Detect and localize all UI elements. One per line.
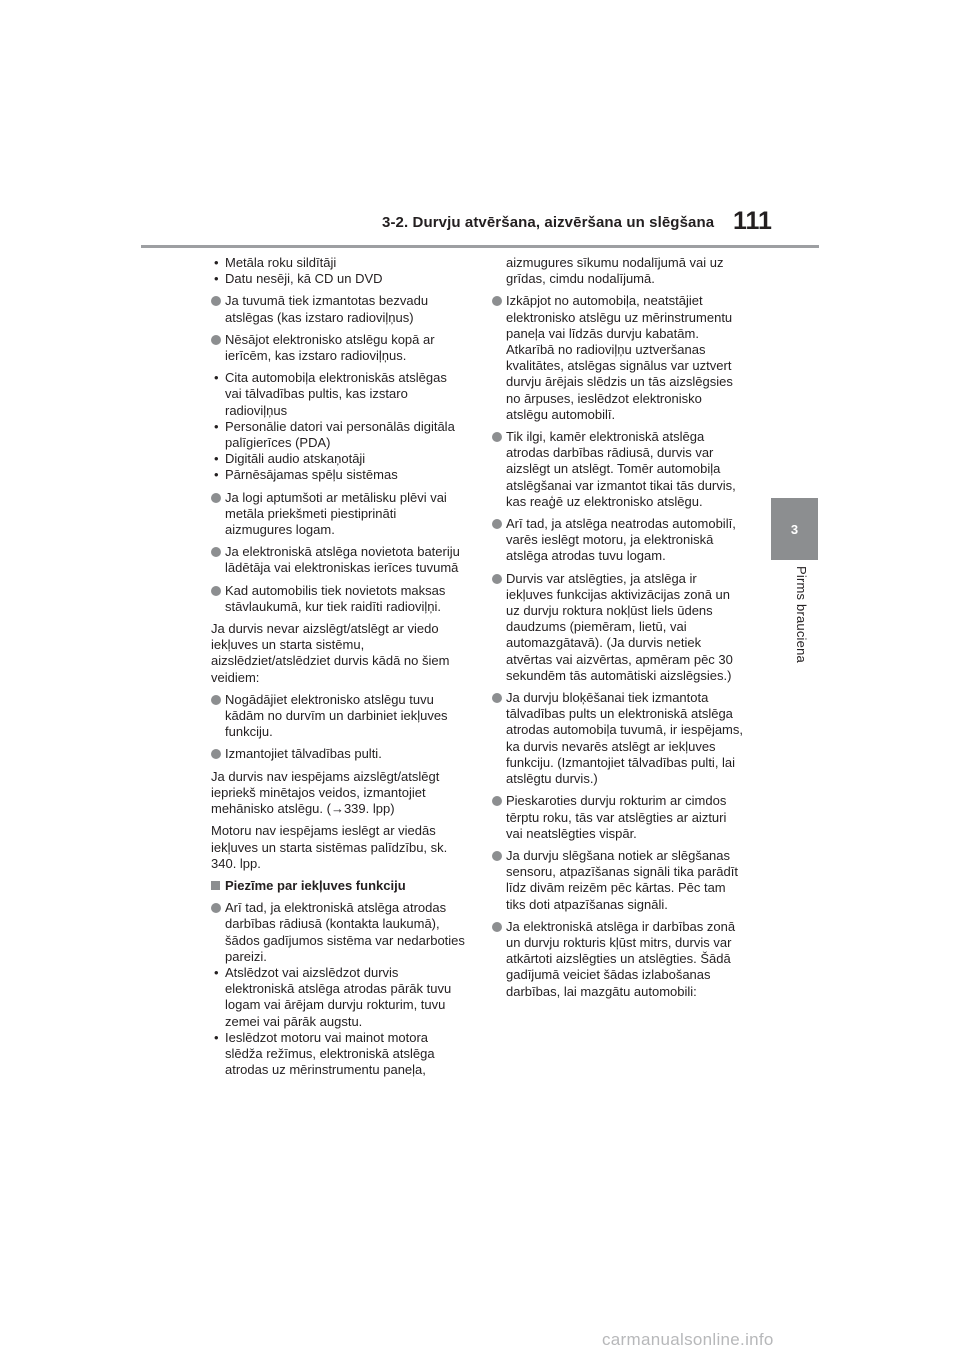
note-text: Nogādājiet elektronisko atslēgu tuvu kādām no durvīm un darbiniet iekļuves funkciju. (225, 691, 448, 740)
note-text: Arī tad, ja atslēga neatrodas automobilī, varēs ieslēgt motoru, ja elektroniskā atslēga atrodas tuvu logam. (506, 516, 736, 564)
note-text: Ja elektroniskā atslēga ir darbības zonā un durvju rokturis kļūst mitrs, durvis var atkārtoti aizslēgties un atslēgties. Šādā gadījumā veiciet šādas izlabošanas darbības, lai mazgātu automobili: (506, 918, 736, 999)
page-number: 111 (733, 207, 772, 235)
circle-bullet-icon (492, 796, 502, 806)
note-text: Pieskaroties durvju rokturim ar cimdos tērptu roku, tās var atslēgties ar aizturi vai neatslēgties vispār. (506, 793, 727, 841)
circle-bullet-icon (492, 922, 502, 932)
list-item: • Digitāli audio atskaņotāji (211, 451, 465, 467)
note-item (492, 571, 746, 684)
left-column (211, 255, 465, 1084)
note-text: Nēsājot elektronisko atslēgu kopā ar ierīcēm, kas izstaro radioviļņus. (225, 331, 435, 364)
square-bullet-icon (211, 881, 220, 890)
circle-bullet-icon (492, 296, 502, 306)
note-item (492, 848, 746, 913)
circle-bullet-icon (211, 296, 221, 306)
note-item (211, 692, 465, 741)
circle-bullet-icon (211, 749, 221, 759)
note-item (211, 293, 465, 325)
section-heading (211, 878, 465, 894)
paragraph: Motoru nav iespējams ieslēgt ar viedās iekļuves un starta sistēmas palīdzību, sk. 340. lpp. (211, 823, 448, 871)
circle-bullet-icon (492, 574, 502, 584)
note-text: Ja elektroniskā atslēga novietota bateriju lādētāja vai elektroniskas ierīces tuvumā (225, 544, 460, 576)
sub-bullet-list (211, 965, 465, 1078)
note-text: Kad automobilis tiek novietots maksas stāvlaukumā, kur tiek raidīti radioviļņi. (225, 582, 446, 614)
header-divider (141, 245, 819, 248)
list-item: • Atslēdzot vai aizslēdzot durvis elektroniskā atslēga atrodas pārāk tuvu logam vai ārējam durvju rokturim, tuvu zemei vai pārāk augstu. (211, 965, 465, 1030)
note-item (492, 919, 746, 1000)
note-text: Ja logi aptumšoti ar metālisku plēvi vai metāla priekšmeti piestiprināti aizmugures logam. (225, 489, 447, 538)
note-text: Izmantojiet tālvadības pulti. (225, 746, 382, 762)
note-text: Ja durvju bloķēšanai tiek izmantota tālvadības pults un elektroniskā atslēga atrodas automobiļa tuvumā, ir iespējams, ka durvis nevarēs atslēgt ar iekļuves funkciju. (Izmantojiet tālvadības pulti, lai atslēgtu durvis.) (506, 690, 744, 787)
circle-bullet-icon (492, 432, 502, 442)
chapter-tab[interactable] (771, 498, 818, 560)
section-title: 3-2. Durvju atvēršana, aizvēršana un slēgšana (382, 214, 715, 231)
note-item (211, 490, 465, 539)
note-item (211, 900, 465, 965)
paragraph: Ja durvis nav iespējams aizslēgt/atslēgt iepriekš minētajos veidos, izmantojiet mehānisko atslēgu. (→339. lpp) (211, 768, 440, 817)
list-item: • Metāla roku sildītāji (211, 255, 465, 271)
note-item (492, 793, 746, 842)
sub-bullet-list (211, 370, 465, 483)
chapter-label: Pirms brauciena (794, 566, 809, 663)
note-item (211, 746, 465, 762)
circle-bullet-icon (211, 547, 221, 557)
list-item: • Ieslēdzot motoru vai mainot motora slēdža režīmus, elektroniskā atslēga atrodas uz mērinstrumentu paneļa, (211, 1030, 465, 1079)
list-item: • Cita automobiļa elektroniskās atslēgas vai tālvadības pultis, kas izstaro radioviļņus (211, 370, 465, 419)
circle-bullet-icon (211, 493, 221, 503)
list-item: • Datu nesēji, kā CD un DVD (211, 271, 465, 287)
right-column (492, 255, 746, 1006)
note-text: Ja tuvumā tiek izmantotas bezvadu atslēgas (kas izstaro radioviļņus) (225, 293, 429, 325)
circle-bullet-icon (211, 695, 221, 705)
list-item: • Personālie datori vai personālās digitāla palīgierīces (PDA) (211, 419, 465, 451)
intro-bullet-list (211, 255, 465, 287)
circle-bullet-icon (211, 335, 221, 345)
paragraph: Ja durvis nevar aizslēgt/atslēgt ar viedo iekļuves un starta sistēmu, aizslēdziet/atslēdziet durvis kādā no šiem veidiem: (211, 621, 450, 685)
heading-text: Piezīme par iekļuves funkciju (225, 877, 406, 893)
circle-bullet-icon (492, 851, 502, 861)
list-item: • Pārnēsājamas spēļu sistēmas (211, 467, 465, 483)
circle-bullet-icon (492, 519, 502, 529)
note-text: Ja durvju slēgšana notiek ar slēgšanas sensoru, atpazīšanas signāli tika parādīt līdz divām reizēm pēc kārtas. Pēc tam tiks doti atpazīšanas signāli. (506, 847, 738, 912)
circle-bullet-icon (492, 693, 502, 703)
note-text: Tik ilgi, kamēr elektroniskā atslēga atrodas darbības rādiusā, durvis var aizslēgt un atslēgt. Tomēr automobiļa atslēgšanai var izmantot tikai tās durvis, kas reaģē uz elektronisko atslēgu. (506, 429, 736, 509)
note-text: Arī tad, ja elektroniskā atslēga atrodas darbības rādiusā (kontakta laukumā), šādos gadījumos sistēma var nedarboties pareizi. (225, 900, 465, 964)
note-text: Izkāpjot no automobiļa, neatstājiet elektronisko atslēgu uz mērinstrumentu paneļa vai līdzās durvju kabatām. Atkarībā no radioviļņu uztveršanas kvalitātes, atslēgas signālus var uztvert durvju ārējais slēdzis un tās aizslēgsies no ārpuses, ieslēdzot elektronisko atslēgu automobilī. (506, 293, 733, 422)
watermark: carmanualsonline.info (602, 1330, 774, 1349)
note-item (211, 332, 465, 364)
note-item (492, 293, 746, 423)
circle-bullet-icon (211, 586, 221, 596)
note-item (492, 429, 746, 510)
circle-bullet-icon (211, 903, 221, 913)
chapter-number: 3 (790, 521, 799, 537)
note-item (211, 544, 465, 576)
note-text: Durvis var atslēgties, ja atslēga ir iekļuves funkcijas aktivizācijas zonā un uz durvju roktura nokļūst liels ūdens daudzums (piemēram, lietū, vai automazgātavā). (Ja durvis netiek atvērtas vai aizvērtas, apmēram pēc 30 sekundēm tās automātiski aizslēgsies.) (506, 570, 733, 683)
note-item (211, 583, 465, 615)
note-item (492, 516, 746, 565)
paragraph-continued: aizmugures sīkumu nodalījumā vai uz grīdas, cimdu nodalījumā. (506, 255, 724, 287)
note-item (492, 690, 746, 787)
